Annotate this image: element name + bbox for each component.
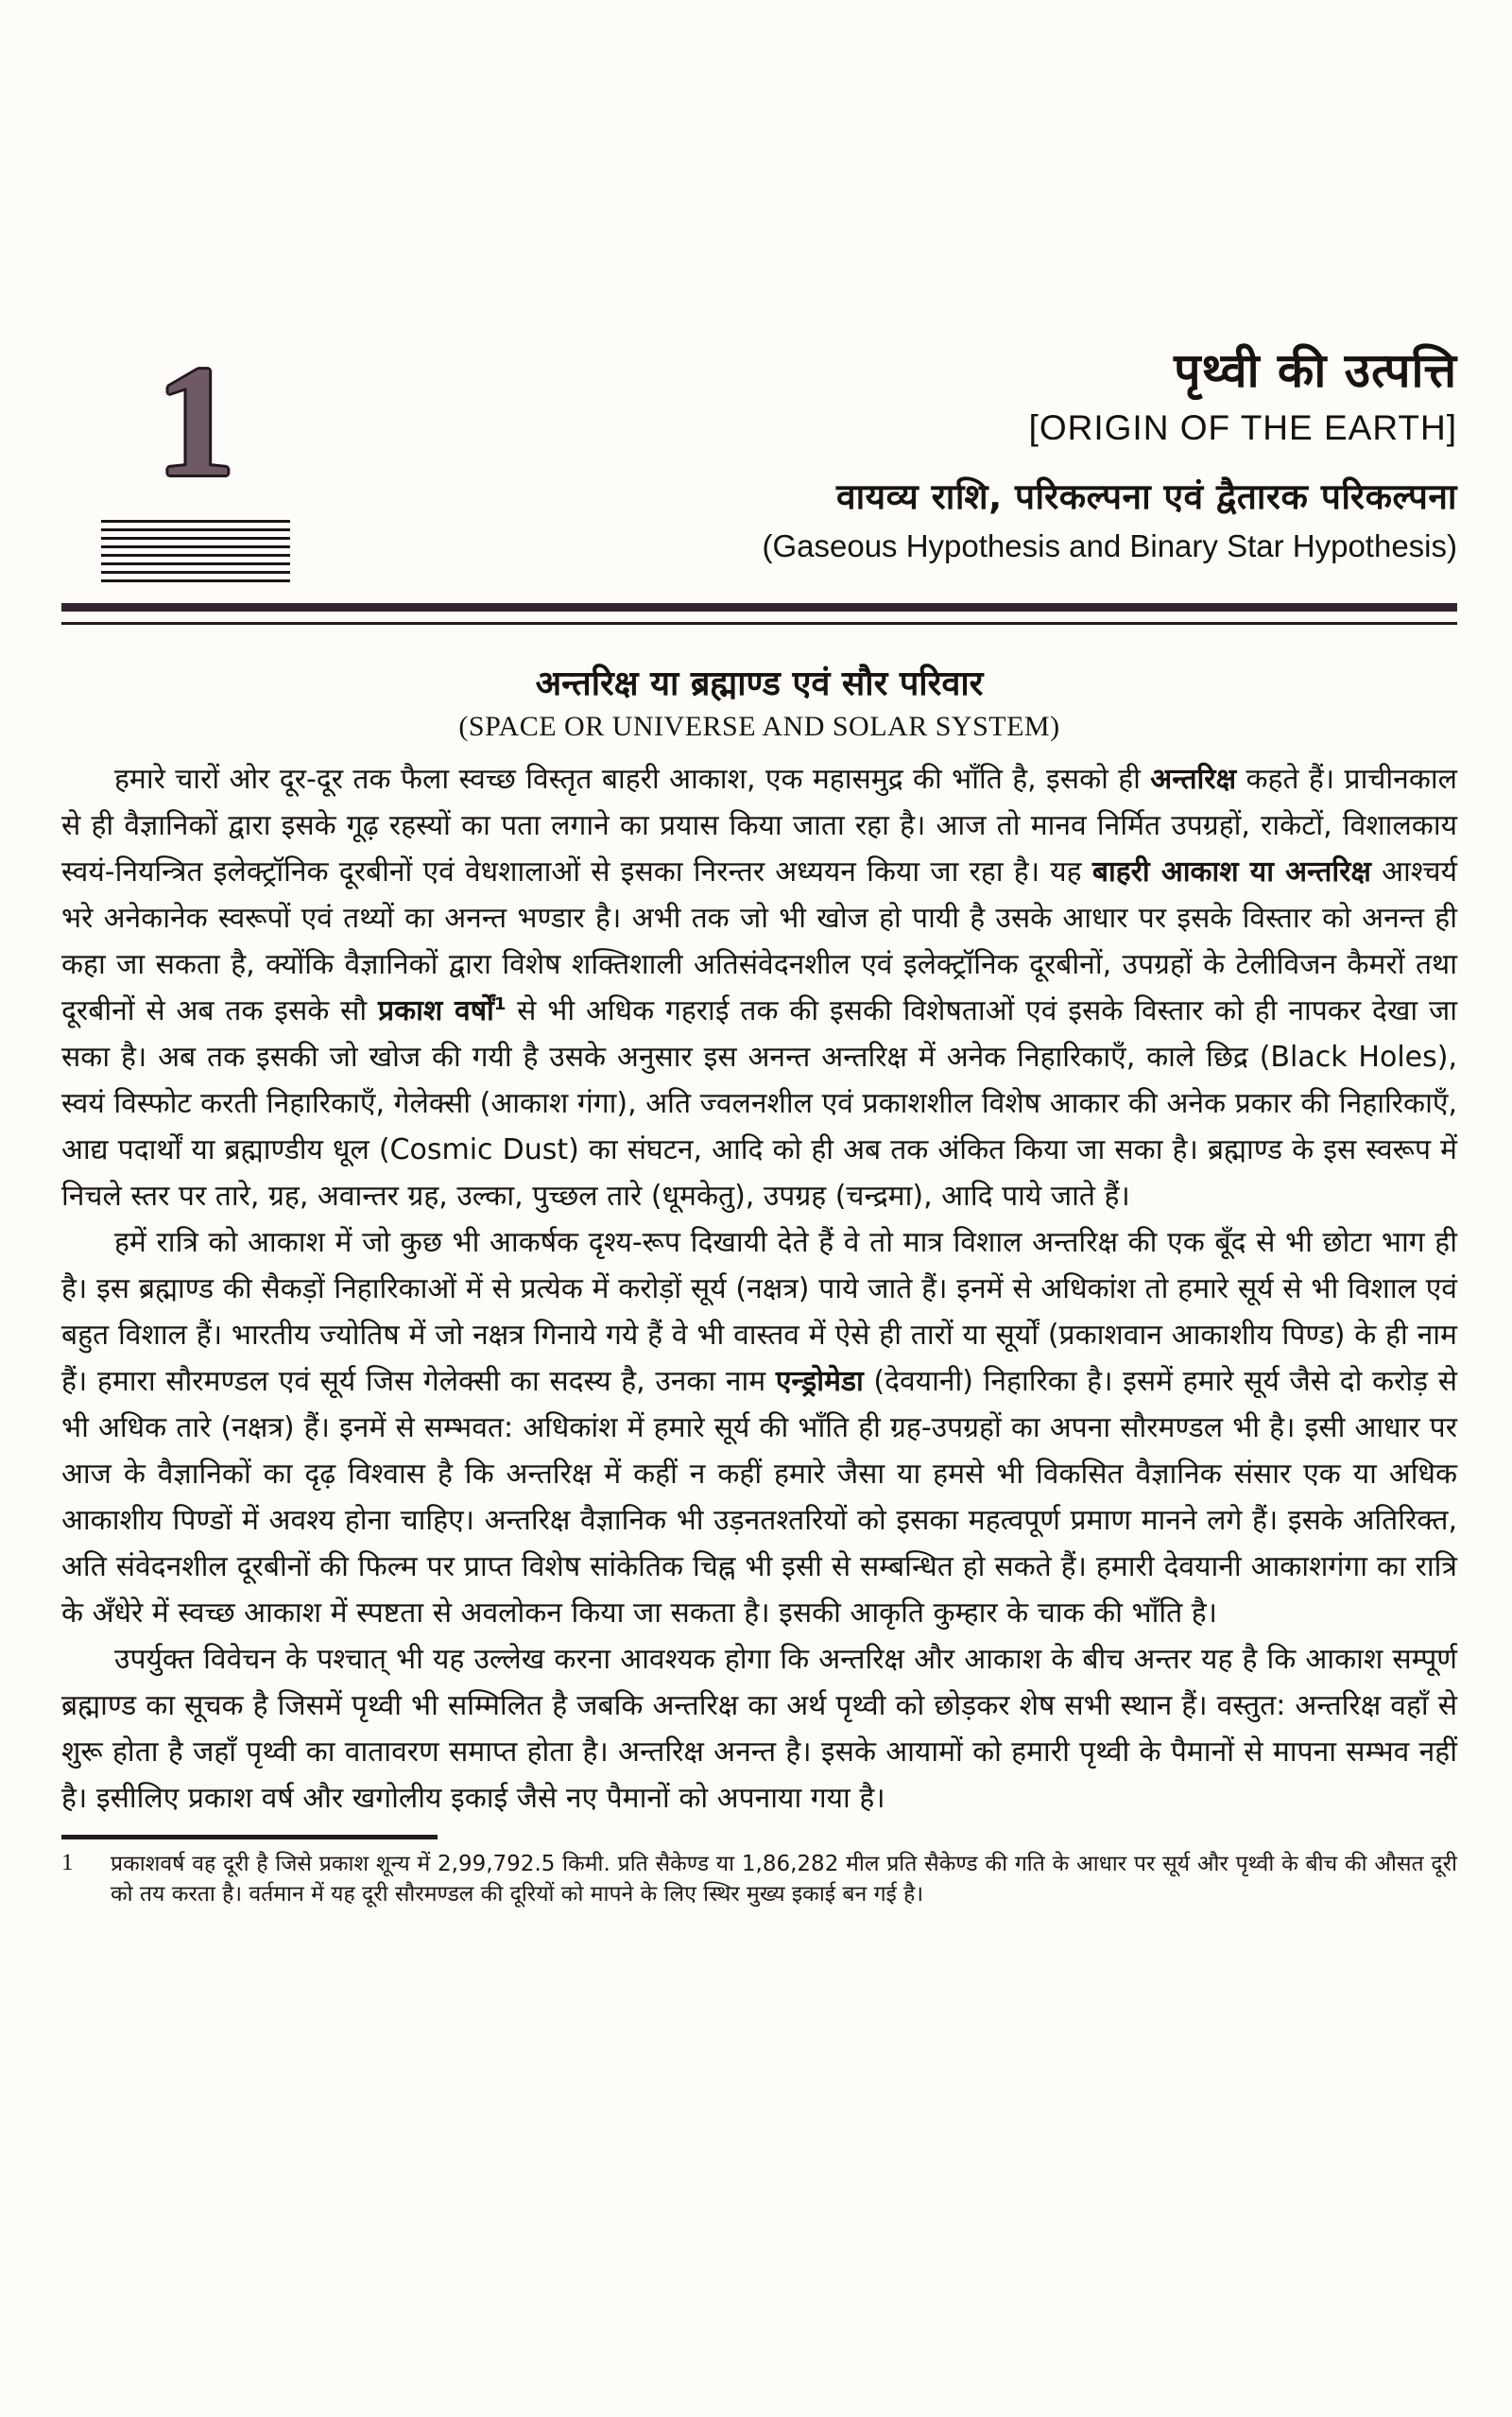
text-run: हमें रात्रि को आकाश में जो कुछ भी आकर्षक दृश्य-रूप दिखायी देते हैं वे तो मात्र विशाल अन्तरिक्ष की एक बूँद से भी छोटा भाग ही है। इस ब्रह्माण्ड की सैकड़ों निहारिकाओं में से प्रत्येक में करोड़ों सूर्य (नक्षत्र) पाये जाते हैं। इनमें से अधिकांश तो हमारे सूर्य से भी विशाल एवं बहुत विशाल हैं। भारतीय ज्योतिष में जो नक्षत्र गिनाये गये हैं वे भी वास्तव में ऐसे ही तारों या सूर्यों (प्रकाशवान आकाशीय पिण्ड) के ही नाम हैं। हमारा सौरमण्डल एवं सूर्य जिस गेलेक्सी का सदस्य है, उनका नाम <box>61 1226 1457 1398</box>
chapter-number-block <box>61 334 307 588</box>
chapter-title-hindi: पृथ्वी की उत्पत्ति <box>1174 343 1457 398</box>
footnote <box>61 1849 1457 1909</box>
page-content <box>61 0 1457 1909</box>
section-space-universe <box>61 659 1457 1821</box>
footnote-text: प्रकाशवर्ष वह दूरी है जिसे प्रकाश शून्य में 2,99,792.5 किमी. प्रति सैकेण्ड या 1,86,282 मील प्रति सैकेण्ड की गति के आधार पर सूर्य और पृथ्वी के बीच की औसत दूरी को तय करता है। वर्तमान में यह दूरी सौरमण्डल की दूरियों को मापने के लिए स्थिर मुख्य इकाई बन गई है। <box>111 1852 1457 1907</box>
bold-term: बाहरी आकाश या अन्तरिक्ष <box>1091 855 1371 889</box>
decorative-line <box>101 528 290 531</box>
footnote-marker: 1 <box>61 1850 74 1875</box>
text-run: हमारे चारों ओर दूर-दूर तक फैला स्वच्छ विस्तृत बाहरी आकाश, एक महासमुद्र की भाँति है, इसको ही <box>114 763 1151 796</box>
header-rule-thick <box>61 603 1457 612</box>
chapter-title-english: [ORIGIN OF THE EARTH] <box>1028 407 1457 447</box>
chapter-subtitle-english: (Gaseous Hypothesis and Binary Star Hypothesis) <box>762 527 1457 563</box>
decorative-line <box>101 579 290 582</box>
decorative-line <box>101 554 290 557</box>
text-run: आश्चर्य भरे अनेकानेक स्वरूपों एवं तथ्यों का अनन्त भण्डार है। अभी तक जो भी खोज हो पायी है उसके आधार पर इसके विस्तार को अनन्त ही कहा जा सकता है, क्योंकि वैज्ञानिकों द्वारा विशेष शक्तिशाली अतिसंवेदनशील एवं इलेक्ट्रॉनिक दूरबीनों, उपग्रहों के टेलीविजन कैमरों तथा दूरबीनों से अब तक इसके सौ <box>61 855 1457 1027</box>
section-heading-english: (SPACE OR UNIVERSE AND SOLAR SYSTEM) <box>458 711 1060 742</box>
header-rule-thin <box>61 622 1457 625</box>
section-heading-hindi: अन्तरिक्ष या ब्रह्माण्ड एवं सौर परिवार <box>535 665 984 703</box>
decorative-line <box>101 537 290 540</box>
bold-term: प्रकाश वर्षों <box>378 994 494 1027</box>
decorative-line <box>101 571 290 574</box>
decorative-line <box>101 562 290 565</box>
text-run: (देवयानी) निहारिका है। इसमें हमारे सूर्य जैसे दो करोड़ से भी अधिक तारे (नक्षत्र) हैं। इनमें से सम्भवत: अधिकांश में हमारे सूर्य की भाँति ही ग्रह-उपग्रहों का अपना सौरमण्डल भी है। इसी आधार पर आज के वैज्ञानिकों का दृढ़ विश्वास है कि अन्तरिक्ष में कहीं न कहीं हमारे जैसा या हमसे भी विकसित वैज्ञानिक संसार एक या अधिक आकाशीय पिण्डों में अवश्य होना चाहिए। अन्तरिक्ष वैज्ञानिक भी उड़नतश्तरियों को इसका महत्वपूर्ण प्रमाण मानने लगे हैं। इसके अतिरिक्त, अति संवेदनशील दूरबीनों की फिल्म पर प्राप्त विशेष सांकेतिक चिह्न भी इसी से सम्बन्धित हो सकते हैं। हमारी देवयानी आकाशगंगा का रात्रि के अँधेरे में स्वच्छ आकाश में स्पष्टता से अवलोकन किया जा सकता है। इसकी आकृति कुम्हार के चाक की भाँति है। <box>61 1365 1457 1630</box>
footnote-reference: 1 <box>493 994 507 1014</box>
decorative-line-stack <box>101 520 290 582</box>
paragraph <box>61 756 1457 1219</box>
bold-term: अन्तरिक्ष <box>1150 763 1237 796</box>
footnote-block <box>61 1835 1457 1909</box>
text-run: से भी अधिक गहराई तक की इसकी विशेषताओं एवं इसके विस्तार को ही नापकर देखा जा सका है। अब तक इसकी जो खोज की गयी है उसके अनुसार इस अनन्त अन्तरिक्ष में अनेक निहारिकाएँ, काले छिद्र (Black Holes), स्वयं विस्फोट करती निहारिकाएँ, गेलेक्सी (आकाश गंगा), अति ज्वलनशील एवं प्रकाशशील विशेष आकार की अनेक प्रकार की निहारिकाएँ, आद्य पदार्थों या ब्रह्माण्डीय धूल (Cosmic Dust) का संघटन, आदि को ही अब तक अंकित किया जा सका है। ब्रह्माण्ड के इस स्वरूप में निचले स्तर पर तारे, ग्रह, अवान्तर ग्रह, उल्का, पुच्छल तारे (धूमकेतु), उपग्रह (चन्द्रमा), आदि पाये जाते हैं। <box>61 994 1458 1213</box>
decorative-line <box>101 545 290 548</box>
bold-term: एन्ड्रोमेडा <box>775 1365 864 1398</box>
chapter-header <box>61 0 1457 588</box>
decorative-line <box>101 520 290 523</box>
body-paragraphs <box>61 756 1457 1821</box>
chapter-titles <box>307 342 1457 564</box>
paragraph <box>61 1219 1457 1636</box>
footnote-separator <box>61 1835 438 1839</box>
paragraph <box>61 1636 1457 1821</box>
chapter-number: 1 <box>156 334 235 509</box>
text-run: उपर्युक्त विवेचन के पश्चात् भी यह उल्लेख करना आवश्यक होगा कि अन्तरिक्ष और आकाश के बीच अन्तर यह है कि आकाश सम्पूर्ण ब्रह्माण्ड का सूचक है जिसमें पृथ्वी भी सम्मिलित है जबकि अन्तरिक्ष का अर्थ पृथ्वी को छोड़कर शेष सभी स्थान हैं। वस्तुत: अन्तरिक्ष वहाँ से शुरू होता है जहाँ पृथ्वी का वातावरण समाप्त होता है। अन्तरिक्ष अनन्त है। इसके आयामों को हमारी पृथ्वी के पैमानों से मापना सम्भव नहीं है। इसीलिए प्रकाश वर्ष और खगोलीय इकाई जैसे नए पैमानों को अपनाया गया है। <box>61 1643 1457 1815</box>
chapter-subtitle-hindi: वायव्य राशि, परिकल्पना एवं द्वैतारक परिकल्पना <box>836 475 1457 517</box>
text-run: कहते हैं। प्राचीनकाल से ही वैज्ञानिकों द्वारा इसके गूढ़ रहस्यों का पता लगाने का प्रयास किया जाता रहा है। आज तो मानव निर्मित उपग्रहों, राकेटों, विशालकाय स्वयं-नियन्त्रित इलेक्ट्रॉनिक दूरबीनों एवं वेधशालाओं से इसका निरन्तर अध्ययन किया जा रहा है। यह <box>61 763 1457 889</box>
